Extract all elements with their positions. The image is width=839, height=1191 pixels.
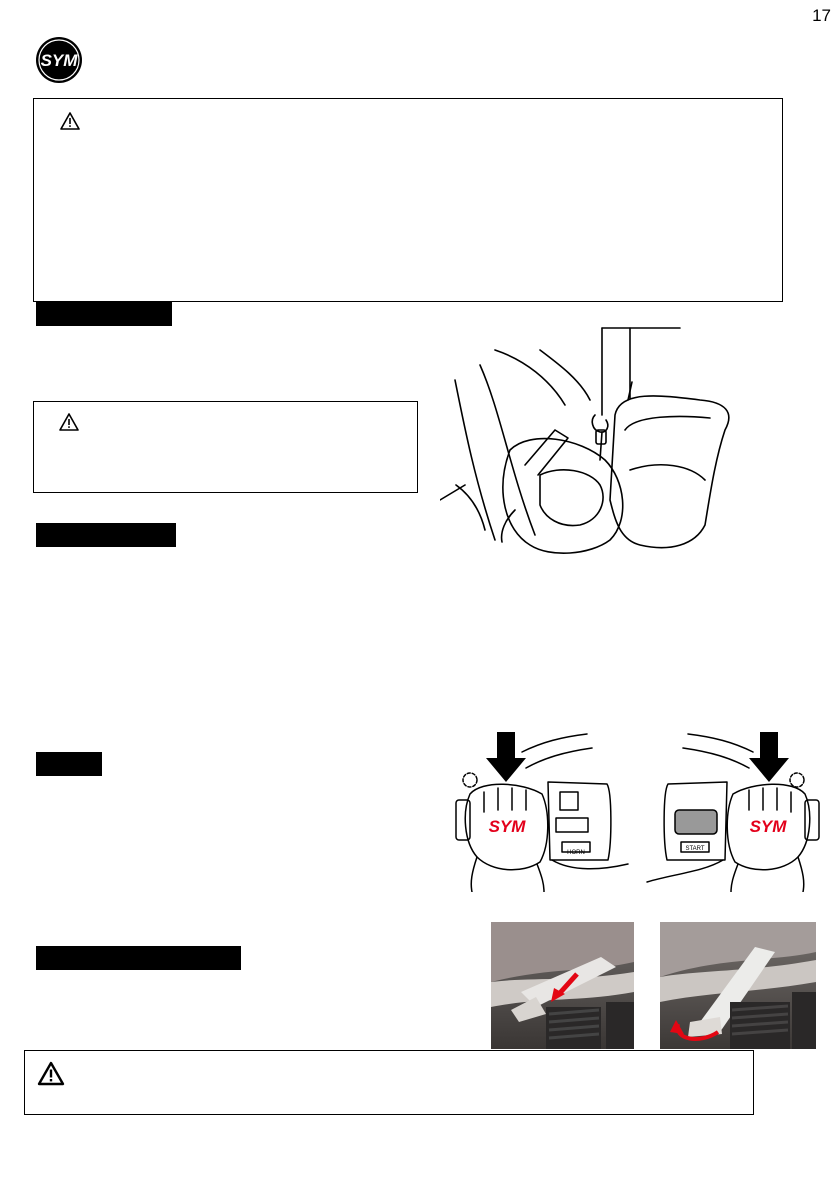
warning-box-main [33,98,783,302]
warning-triangle-icon [58,412,80,432]
warning-triangle-icon [59,111,81,131]
section-heading-bar-2 [36,523,176,547]
sym-logo [35,36,83,84]
section-heading-bar-3 [36,752,102,776]
glove-logo-left: SYM [488,817,526,836]
svg-text:SYM: SYM [40,51,78,70]
warning-box-small [33,401,418,493]
page-number: 17 [812,6,831,25]
section-heading-bar-1 [36,302,172,326]
start-switch-label: START [685,846,705,852]
helmet-hook-illustration [440,320,740,560]
glove-logo-right: SYM [749,817,787,836]
side-stand-photo-2 [660,922,816,1049]
side-stand-photo-1 [491,922,634,1049]
section-heading-bar-4 [36,946,241,970]
horn-switch-label: HORN [567,850,585,856]
right-hand-start-illustration [645,732,823,892]
warning-box-bottom [24,1050,754,1115]
down-arrow-icon [749,732,789,782]
warning-triangle-icon [37,1061,65,1086]
left-hand-start-illustration [452,732,630,892]
down-arrow-icon [486,732,526,782]
